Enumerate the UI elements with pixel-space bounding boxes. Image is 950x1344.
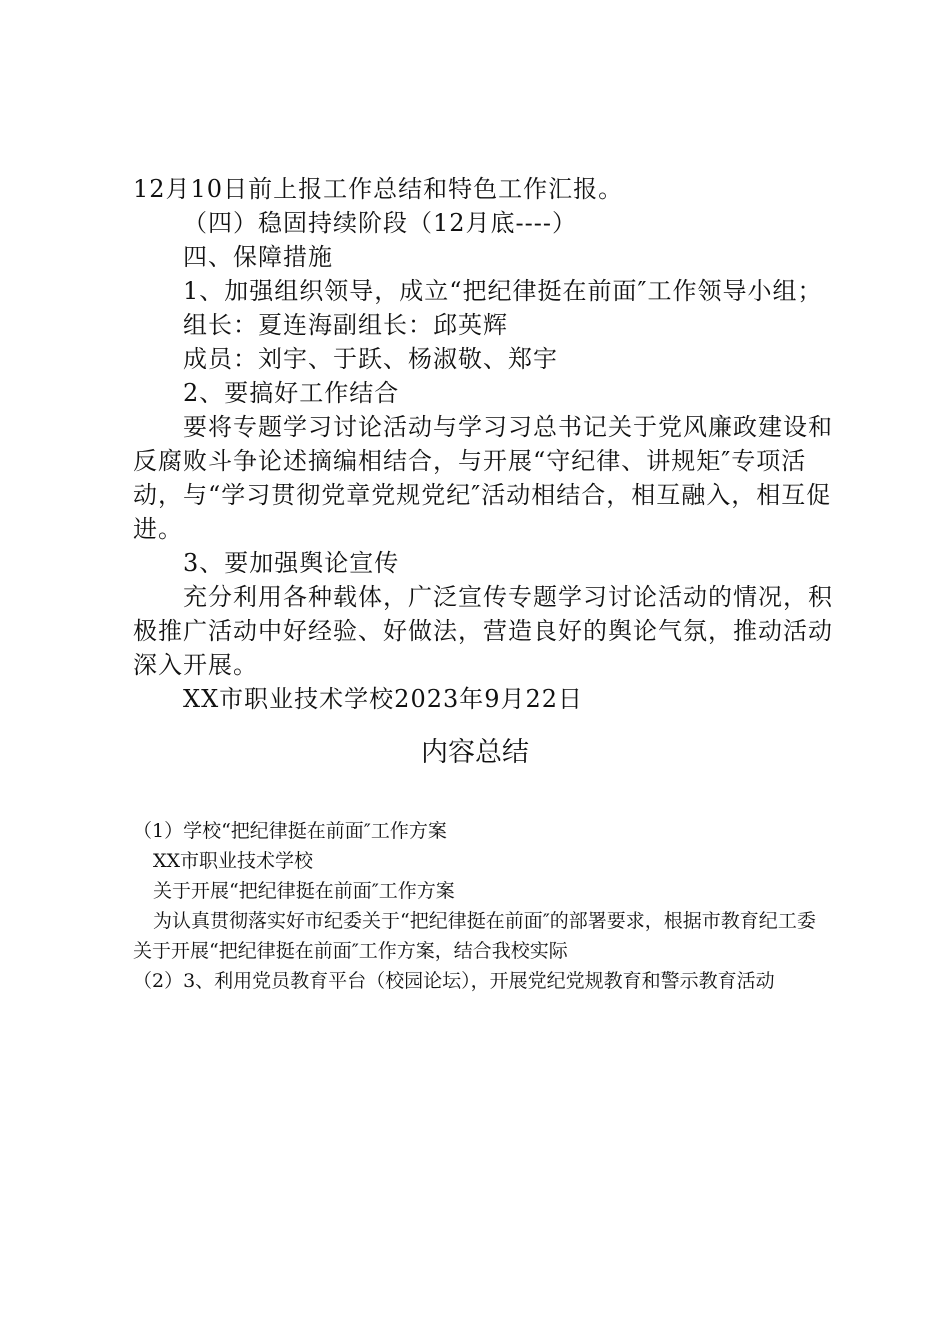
summary-item-1: （1）学校“把纪律挺在前面″工作方案 xyxy=(133,820,447,842)
paragraph-phase-four: （四）稳固持续阶段（12月底----） xyxy=(183,209,577,237)
section-heading-safeguards: 四、保障措施 xyxy=(183,243,333,271)
paragraph-group-leaders: 组长：夏连海副组长：邱英辉 xyxy=(183,311,508,339)
summary-intro: 为认真贯彻落实好市纪委关于“把纪律挺在前面″的部署要求，根据市教育纪工委关于开展“把纪律挺在前面″工作方案，结合我校实际 xyxy=(133,910,816,962)
summary-title: 内容总结 xyxy=(421,737,529,768)
summary-item-2: （2）3、利用党员教育平台（校园论坛），开展党纪党规教育和警示教育活动 xyxy=(133,970,775,992)
paragraph-members: 成员：刘宇、于跃、杨淑敬、郑宇 xyxy=(183,345,558,373)
paragraph-work-combination-heading: 2、要搞好工作结合 xyxy=(183,379,400,407)
signature-date: XX市职业技术学校2023年9月22日 xyxy=(183,685,584,713)
paragraph-publicity-heading: 3、要加强舆论宣传 xyxy=(183,549,400,577)
paragraph-publicity: 充分利用各种载体，广泛宣传专题学习讨论活动的情况，积极推广活动中好经验、好做法，营造良好的舆论气氛，推动活动深入开展。 xyxy=(133,583,833,679)
paragraph-leadership: 1、加强组织领导，成立“把纪律挺在前面″工作领导小组； xyxy=(183,277,823,305)
paragraph-work-combination: 要将专题学习讨论活动与学习习总书记关于党风廉政建设和反腐败斗争论述摘编相结合，与开展“守纪律、讲规矩″专项活动，与“学习贯彻党章党规党纪″活动相结合，相互融入，相互促进。 xyxy=(133,413,833,543)
summary-section xyxy=(133,816,833,996)
summary-plan-title: 关于开展“把纪律挺在前面″工作方案 xyxy=(153,880,455,902)
summary-school-name: XX市职业技术学校 xyxy=(153,850,314,872)
document-body xyxy=(133,172,845,716)
paragraph-report-deadline: 12月10日前上报工作总结和特色工作汇报。 xyxy=(133,175,624,203)
